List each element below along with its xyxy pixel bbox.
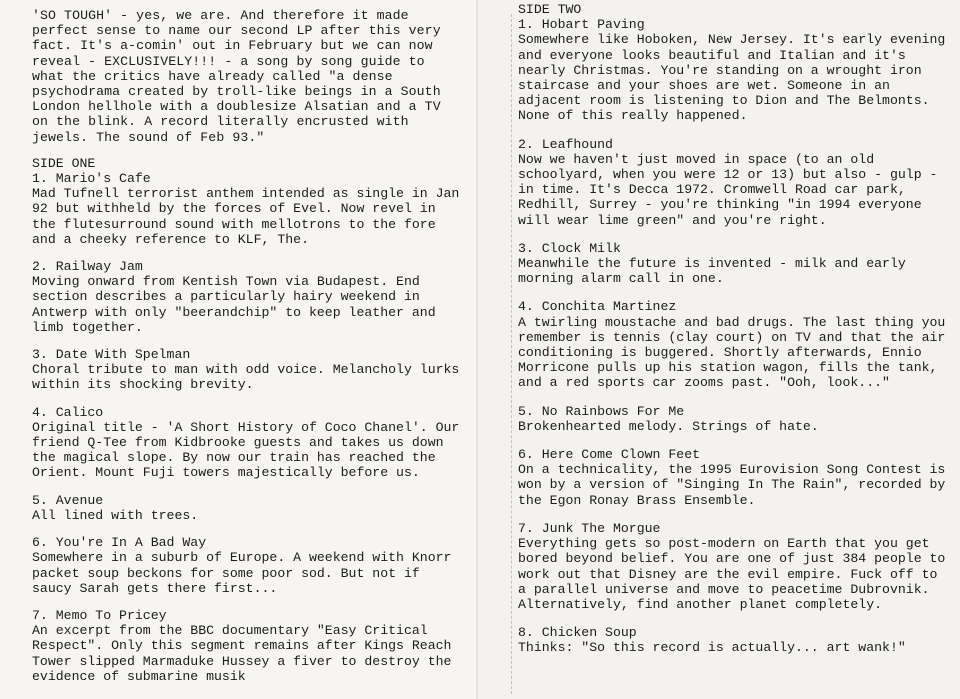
track-item xyxy=(518,137,950,228)
track-item xyxy=(518,447,950,508)
track-item xyxy=(32,608,464,684)
side-one-track-list xyxy=(32,171,464,684)
intro-text: 'SO TOUGH' - yes, we are. And therefore it made perfect sense to name our second LP after this very fact. It's a-comin' out in February but we can now reveal - EXCLUSIVELY!!! - a song by song guide to what the critics have already called "a dense psychodrama created by troll-like beings in a South London hellhole with a doublesize Alsatian and a TV on the blink. A record literally encrusted with jewels. The sound of Feb 93." xyxy=(32,8,449,145)
track-item xyxy=(32,259,464,335)
track-title: 3. Date With Spelman xyxy=(32,347,191,363)
track-title: 2. Leafhound xyxy=(518,136,613,152)
track-description: Now we haven't just moved in space (to an old schoolyard, when you were 12 or 13) but also - gulp - in time. It's Decca 1972. Cromwell Road car park, Redhill, Surrey - you're thinking "in 1994 everyone will wear lime green" and you're right. xyxy=(518,151,938,228)
track-title: 4. Calico xyxy=(32,404,104,420)
track-item xyxy=(32,347,464,393)
right-page xyxy=(478,0,960,699)
track-item xyxy=(518,299,950,390)
track-description: Somewhere like Hoboken, New Jersey. It's early evening and everyone looks beautiful and Italian and it's nearly Christmas. You're standing on a wrought iron staircase and your shoes are wet. Someone in an adjacent room is listening to Dion and The Belmonts. None of this really happened. xyxy=(518,32,946,124)
track-title: 3. Clock Milk xyxy=(518,240,621,256)
track-description: Moving onward from Kentish Town via Budapest. End section describes a particularly hairy weekend in Antwerp with only "beerandchip" to keep leather and limb together. xyxy=(32,274,436,335)
track-description: An excerpt from the BBC documentary "Easy Critical Respect". Only this segment remains after Kings Reach Tower slipped Marmaduke Hussey a fiver to destroy the evidence of submarine musik xyxy=(32,623,452,684)
intro-paragraph xyxy=(32,8,464,145)
track-item xyxy=(518,241,950,287)
track-description: Original title - 'A Short History of Coco Chanel'. Our friend Q-Tee from Kidbrooke guests and takes us down the magical slope. By now our train has reached the Orient. Mount Fuji towers majestically before us. xyxy=(32,419,460,481)
track-title: 5. No Rainbows For Me xyxy=(518,403,685,419)
track-description: Choral tribute to man with odd voice. Melancholy lurks within its shocking brevity. xyxy=(32,362,460,393)
track-description: All lined with trees. xyxy=(32,507,199,523)
left-page xyxy=(0,0,478,699)
track-description: A twirling moustache and bad drugs. The last thing you remember is tennis (clay court) on TV and that the air conditioning is buggered. Shortly afterwards, Ennio Morricone pulls up his station wagon, fills the tank, and a red sports car zooms past. "Ooh, look..." xyxy=(518,314,946,391)
track-title: 8. Chicken Soup xyxy=(518,625,637,641)
track-description: Thinks: "So this record is actually... art wank!" xyxy=(518,640,906,656)
track-description: Everything gets so post-modern on Earth that you get bored beyond belief. You are one of just 384 people to work out that Disney are the evil empire. Fuck off to a parallel universe and move to peacetime Dubrovnik. Alternatively, find another planet completely. xyxy=(518,536,946,612)
track-title: 5. Avenue xyxy=(32,492,104,508)
track-title: 6. You're In A Bad Way xyxy=(32,535,207,551)
track-title: 1. Mario's Cafe xyxy=(32,171,151,187)
track-item xyxy=(32,405,464,481)
track-title: 6. Here Come Clown Feet xyxy=(518,447,701,463)
track-description: Mad Tufnell terrorist anthem intended as single in Jan 92 but withheld by the forces of Evel. Now revel in the flutesurround sound with mellotrons to the fore and a cheeky reference to KLF, The. xyxy=(32,186,460,247)
track-item xyxy=(32,493,464,523)
track-item xyxy=(518,521,950,612)
track-item xyxy=(518,17,950,123)
side-one-heading: SIDE ONE xyxy=(32,155,96,171)
side-two-track-list xyxy=(518,17,950,655)
track-description: On a technicality, the 1995 Eurovision Song Contest is won by a version of "Singing In The Rain", recorded by the Egon Ronay Brass Ensemble. xyxy=(518,462,946,508)
track-description: Brokenhearted melody. Strings of hate. xyxy=(518,418,819,434)
margin-rule xyxy=(511,14,513,694)
track-title: 4. Conchita Martinez xyxy=(518,299,677,315)
track-item xyxy=(32,535,464,596)
track-item xyxy=(518,625,950,655)
track-description: Meanwhile the future is invented - milk and early morning alarm call in one. xyxy=(518,256,906,287)
track-item xyxy=(32,171,464,247)
track-title: 1. Hobart Paving xyxy=(518,17,645,33)
track-description: Somewhere in a suburb of Europe. A weekend with Knorr packet soup beckons for some poor sod. But not if saucy Sarah gets there first... xyxy=(32,550,452,596)
track-title: 2. Railway Jam xyxy=(32,259,143,275)
track-title: 7. Junk The Morgue xyxy=(518,520,661,536)
track-title: 7. Memo To Pricey xyxy=(32,607,167,623)
side-two-heading: SIDE TWO xyxy=(518,2,582,17)
track-item xyxy=(518,404,950,434)
